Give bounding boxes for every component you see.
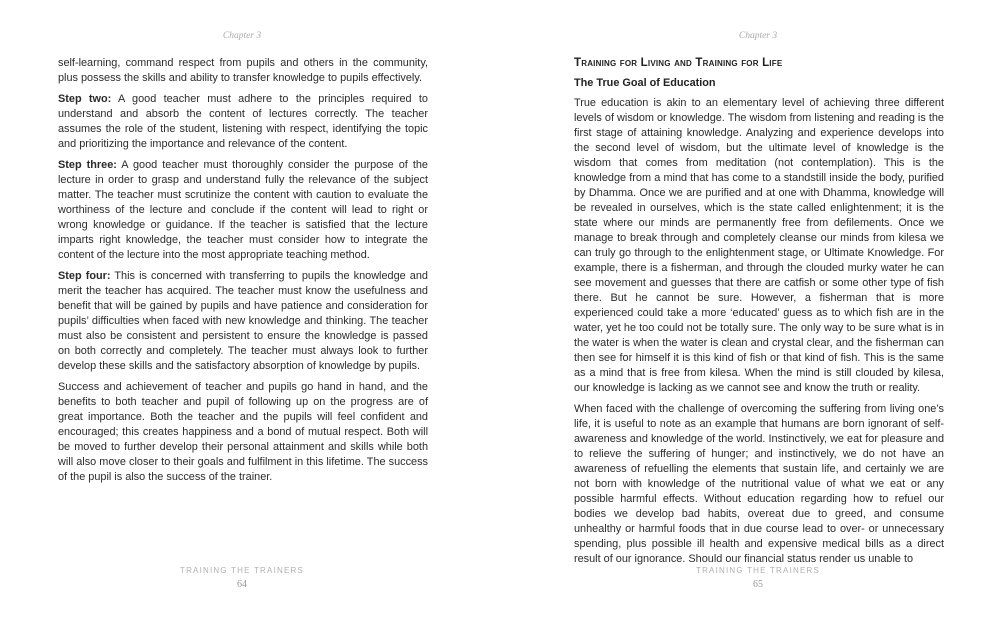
running-header: Chapter 3 — [222, 31, 262, 41]
paragraph — [58, 56, 428, 86]
paragraph — [58, 269, 428, 374]
running-header: Chapter 3 — [738, 31, 778, 41]
paragraph: When faced with the challenge of overcoming the suffering from living one’s life, it is useful to note as an example that humans are born ignorant of self-awareness and knowledge of the world. Instinctively, we eat for pleasure and to relieve the suffering of hunger; and instinctively, we do not have an awareness of refuelling the elements that sustain life, and certainly we are not born with knowledge of the nutritional value of what we eat or any possible harmful effects. Without education regarding how to refuel our bodies we develop bad habits, overeat due to greed, and consume unhealthy or harmful foods that in due course lead to over- or unnecessary spending, plus possible ill health and expensive medical bills as a direct result of our ignorance. Should our financial status render us unable to — [574, 403, 944, 565]
paragraph-text: self-learning, command respect from pupils and others in the community, plus possess the skills and ability to transfer knowledge to pupils effectively. — [58, 57, 428, 84]
paragraph-text: Success and achievement of teacher and pupils go hand in hand, and the benefits to both teacher and pupil of following up on the progress are of great importance. Both the teacher and the pupils will feel confident and encouraged; this creates happiness and a bond of mutual respect. Both will be moved to further develop their personal attainment and skills while both will also move closer to their goals and fulfilment in this lifetime. The success of the pupil is also the success of the trainer. — [58, 381, 428, 483]
body-text — [58, 56, 428, 491]
paragraph — [58, 380, 428, 485]
paragraph — [58, 92, 428, 152]
page-number: 65 — [753, 579, 763, 590]
step-label: Step three: — [58, 159, 117, 171]
step-label: Step two: — [58, 93, 112, 105]
paragraph-text: A good teacher must thoroughly consider the purpose of the lecture in order to grasp and understand fully the relevance of the subject matter. The teacher must scrutinize the content with caution to evaluate the worthiness of the lecture and conclude if the content will lead to right or wrong knowledge or guidance. If the teacher is satisfied that the lecture imparts right knowledge, the teacher must consider how to integrate the content of the lecture into the most appropriate teaching method. — [58, 159, 428, 261]
step-label: Step four: — [58, 270, 111, 282]
paragraph-text: A good teacher must adhere to the principles required to understand and absorb the content of lectures correctly. The teacher assumes the role of the student, listening with respect, identifying the topic and prioritizing the importance and relevance of the content. — [58, 93, 428, 150]
running-footer: TRAINING THE TRAINERS — [179, 566, 305, 575]
body-text — [574, 56, 944, 573]
subsection-title: The True Goal of Education — [574, 77, 716, 89]
right-page — [500, 0, 1000, 618]
section-title: Training for Living and Training for Life — [574, 57, 783, 69]
paragraph-text: This is concerned with transferring to pupils the knowledge and merit the teacher has acquired. The teacher must know the usefulness and benefit that will be gained by pupils and have patience and consideration for pupils’ difficulties when faced with new knowledge and thinking. The teacher must also be consistent and persistent to ensure the knowledge is passed on both correctly and completely. The teacher must always look to further develop these skills and the satisfactory absorption of knowledge by pupils. — [58, 270, 428, 372]
page-number: 64 — [237, 579, 247, 590]
paragraph — [58, 158, 428, 263]
paragraph: True education is akin to an elementary level of achieving three different levels of wisdom or knowledge. The wisdom from listening and reading is the first stage of attaining knowledge. Analyzing and experience develops into the second level of wisdom, but the ultimate level of knowledge is the wisdom that comes from meditation (not contemplation). This is the knowledge from a mind that has come to a standstill inside the body, purified by Dhamma. Once we are purified and at one with Dhamma, knowledge will be revealed in ourselves, which is the state called enlightenment; it is the state where our minds are permanently free from defilements. Once we manage to break through and completely cleanse our minds from kilesa we can truly go through to the enlightenment stage, or Ultimate Knowledge. For example, there is a fisherman, and through the clouded murky water he can see movement and guesses that there are catfish or some other type of fish there. But he cannot be sure. However, a fisherman that is more experienced could take a more ‘educated’ guess as to which fish are in the water, yet he too could not be totally sure. The only way to be sure what is in the water is when the water is clean and crystal clear, and the fisherman can then see for himself it is this kind of fish or that kind of fish. This is the same as a mind that is free from kilesa. When the mind is still clouded by kilesa, our knowledge is lacking as we cannot see and know the truth or reality. — [574, 97, 944, 394]
running-footer: TRAINING THE TRAINERS — [695, 566, 821, 575]
